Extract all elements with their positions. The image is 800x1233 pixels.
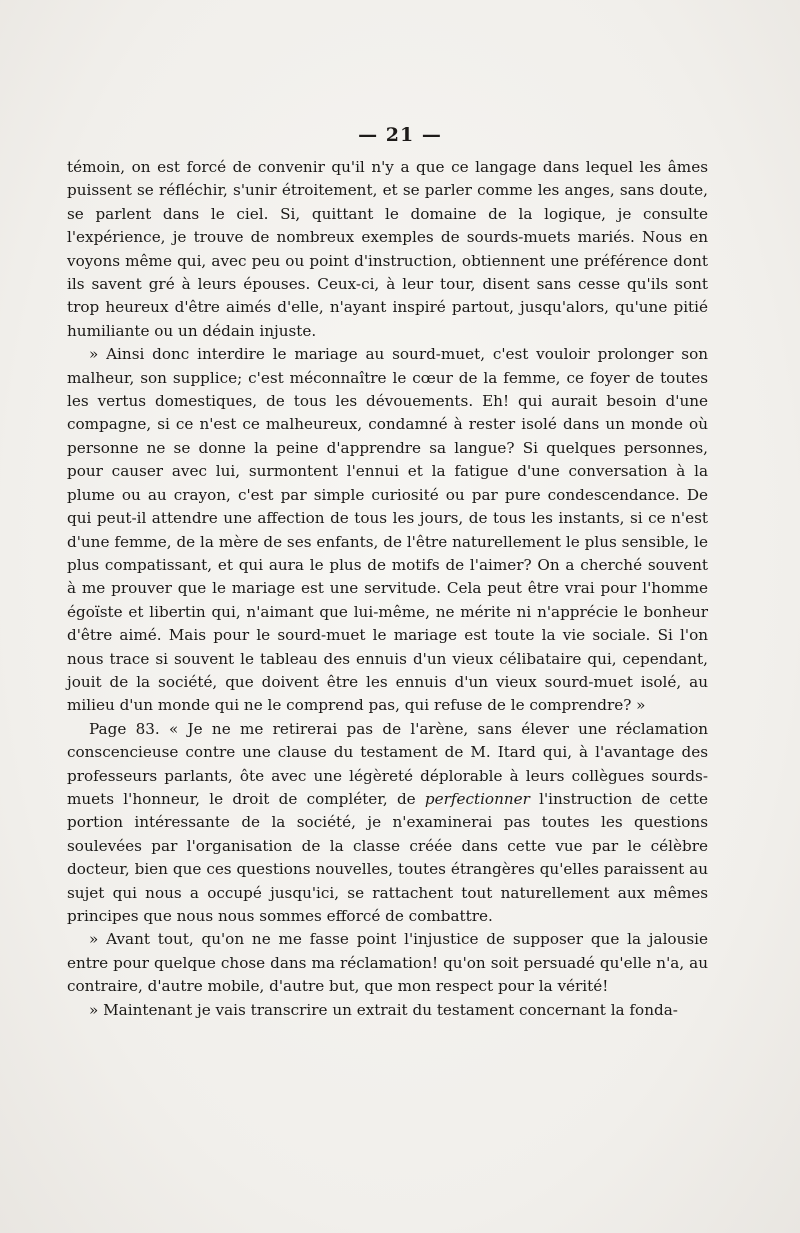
paragraph-4: » Avant tout, qu'on ne me fasse point l'injustice de supposer que la jalousie entre pour quelque chose dans ma réclamation! qu'on soit persuadé qu'elle n'a, au contraire, d'autre mobile, d'autre but, que mon respect pour la vérité! [67, 930, 708, 996]
paragraph-2: » Ainsi donc interdire le mariage au sourd-muet, c'est vouloir prolonger son malheur, son supplice; c'est méconnaître le cœur de la femme, ce foyer de toutes les vertus domestiques, de tous les dévouements. Eh! qui aurait besoin d'une compagne, si ce n'est ce malheureux, condamné à rester isolé dans un monde où personne ne se donne la peine d'apprendre sa langue? Si quelques personnes, pour causer avec lui, surmontent l'ennui et la fatigue d'une conversation à la plume ou au crayon, c'est par simple curiosité ou par pure condescendance. De qui peut-il attendre une affection de tous les jours, de tous les instants, si ce n'est d'une femme, de la mère de ses enfants, de l'être naturellement le plus sensible, le plus compatissant, et qui aura le plus de motifs de l'aimer? On a cherché souvent à me prouver que le mariage est une servitude. Cela peut être vrai pour l'homme égoïste et libertin qui, n'aimant que lui-même, ne mérite ni n'apprécie le bonheur d'être aimé. Mais pour le sourd-muet le mariage est toute la vie sociale. Si l'on nous trace si souvent le tableau des ennuis d'un vieux célibataire qui, cependant, jouit de la société, que doivent être les ennuis d'un vieux sourd-muet isolé, au milieu d'un monde qui ne le comprend pas, qui refuse de le comprendre? » [67, 345, 708, 715]
page-number: — 21 — [358, 124, 442, 146]
paragraph-5: » Maintenant je vais transcrire un extrait du testament concernant la fonda- [89, 1000, 678, 1019]
paragraph-3-italic-word: perfectionner [424, 789, 530, 808]
paragraph-3-part-2: l'instruction de cette portion intéressante de la société, je n'examinerai pas toutes les questions soulevées par l'organisation de la classe créée dans cette vue par le célèbre docteur, bien que ces questions nouvelles, toutes étrangères qu'elles paraissent au sujet qui nous a occupé jusqu'ici, se rattachent tout naturellement aux mêmes principes que nous nous sommes efforcé de combattre. [67, 789, 708, 925]
paragraph-3-part-1: Page 83. « Je ne me retirerai pas de l'arène, sans élever une réclamation conscencieuse contre une clause du testament de M. Itard qui, à l'avantage des professeurs parlants, ôte avec une légèreté déplorable à leurs collègues sourds-muets l'honneur, le droit de compléter, de [67, 719, 708, 808]
body-text [67, 156, 708, 1022]
paragraph-1: témoin, on est forcé de convenir qu'il n'y a que ce langage dans lequel les âmes puissent se réfléchir, s'unir étroitement, et se parler comme les anges, sans doute, se parlent dans le ciel. Si, quittant le domaine de la logique, je consulte l'expérience, je trouve de nombreux exemples de sourds-muets mariés. Nous en voyons même qui, avec peu ou point d'instruction, obtiennent une préférence dont ils savent gré à leurs épouses. Ceux-ci, à leur tour, disent sans cesse qu'ils sont trop heureux d'être aimés d'elle, n'ayant inspiré partout, jusqu'alors, qu'une pitié humiliante ou un dédain injuste. [67, 158, 708, 340]
paragraph-3 [67, 718, 708, 929]
